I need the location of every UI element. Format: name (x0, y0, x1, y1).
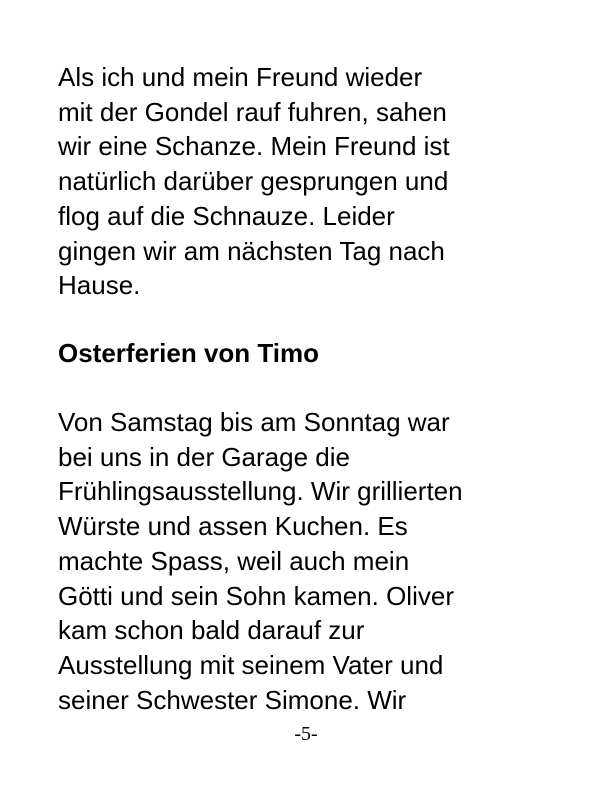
story-paragraph-gondel: Als ich und mein Freund wieder mit der Gondel rauf fuhren, sahen wir eine Schanze. Mein Freund ist natürlich darüber gesprungen und flog auf die Schnauze. Leider gingen wir am nächsten Tag nach Hause. (58, 62, 450, 301)
page-number: -5- (294, 723, 318, 745)
story-paragraph-osterferien: Von Samstag bis am Sonntag war bei uns in der Garage die Frühlingsausstellung. Wir grillierten Würste und assen Kuchen. Es machte Spass, weil auch mein Götti und sein Sohn kamen. Oliver kam schon bald darauf zur Ausstellung mit seinem Vater und seiner Schwester Simone. Wir (58, 407, 463, 715)
section-heading: Osterferien von Timo (58, 338, 320, 368)
